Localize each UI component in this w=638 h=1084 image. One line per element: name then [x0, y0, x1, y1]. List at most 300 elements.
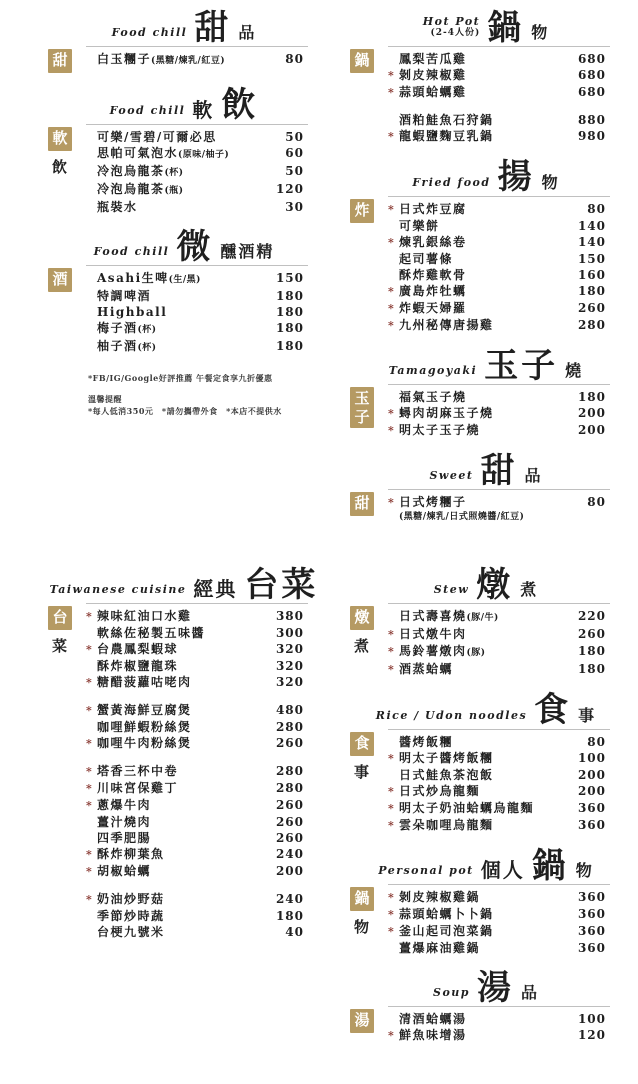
item-name: [399, 923, 566, 939]
item-name-text: 台梗九號米: [97, 925, 165, 940]
section-body: [336, 729, 610, 834]
item-name-text: 日式炸豆腐: [399, 201, 467, 216]
menu-item: [86, 181, 304, 199]
menu-quadrant-bottom-right: [336, 565, 610, 1060]
item-name: [97, 338, 264, 356]
menu-item-row: [86, 320, 304, 338]
section-items: [86, 603, 308, 940]
menu-item: [388, 1027, 606, 1044]
section-title-suffix: 品: [520, 983, 539, 1003]
spicy-star-icon: *: [388, 801, 394, 815]
item-name: [399, 750, 566, 766]
section-body: [34, 124, 308, 215]
section-english-label: Food chill: [109, 103, 186, 117]
item-price: 180: [275, 909, 304, 924]
menu-item: [388, 817, 606, 834]
item-name-text: 明太子奶油蛤蠣烏龍麵: [399, 800, 535, 815]
badge-boxed-char: 甜: [48, 49, 72, 73]
menu-item-row: [388, 817, 606, 834]
badge-boxed-char: 台: [48, 606, 72, 630]
menu-section: [34, 226, 308, 417]
menu-section: [336, 345, 610, 439]
item-name: [399, 783, 566, 799]
item-price: 180: [577, 662, 606, 677]
spicy-star-icon: *: [388, 784, 394, 798]
item-name-text: Highball: [97, 304, 168, 319]
item-price: 360: [577, 890, 606, 905]
menu-item: [86, 702, 304, 719]
spicy-star-icon: *: [388, 628, 394, 642]
menu-item-row: [86, 608, 304, 625]
section-english-label: Hot Pot: [422, 15, 481, 29]
menu-item: [86, 780, 304, 797]
menu-item: [388, 940, 606, 956]
menu-item: [388, 283, 606, 300]
item-price: 260: [275, 815, 304, 830]
item-price: 480: [275, 703, 304, 718]
item-name-text: 酒粕鮭魚石狩鍋: [399, 113, 494, 128]
menu-item-row: [388, 750, 606, 767]
item-name-text: 蒜頭蛤蠣雞: [399, 85, 467, 100]
menu-item: [86, 129, 304, 145]
spicy-star-icon: *: [388, 301, 394, 315]
spicy-star-icon: *: [388, 406, 394, 420]
item-note: (豚): [466, 648, 486, 659]
section-title-suffix: 醺酒精: [220, 241, 275, 261]
section-items: [86, 265, 308, 356]
section-english-label: Taiwanese cuisine: [49, 583, 187, 597]
section-items: [388, 603, 610, 678]
item-price: 140: [577, 234, 606, 249]
menu-item-row: [388, 251, 606, 267]
section-header: [34, 226, 308, 267]
spicy-star-icon: *: [388, 86, 394, 100]
section-header-left: [378, 865, 474, 877]
item-name: [97, 735, 264, 751]
item-note: (瓶): [164, 185, 184, 196]
menu-item: [86, 674, 304, 691]
item-note: (生/黑): [168, 274, 201, 285]
item-name: [399, 234, 566, 250]
item-name: [97, 924, 264, 940]
menu-item: [86, 830, 304, 846]
section-english-label: Stew: [433, 583, 470, 597]
menu-item: [388, 661, 606, 678]
item-name: [399, 389, 566, 405]
item-price: 680: [577, 68, 606, 83]
item-name-text: 糖醋菠蘿咕咾肉: [97, 675, 192, 690]
menu-item: [388, 201, 606, 218]
section-header: [336, 690, 610, 731]
menu-item-row: [388, 940, 606, 956]
item-group: [86, 608, 304, 691]
section-title-big: 甜: [194, 8, 232, 48]
badge-boxed-char: 酒: [48, 268, 72, 292]
menu-item: [86, 735, 304, 752]
section-header: [336, 968, 610, 1009]
item-price: 680: [577, 85, 606, 100]
menu-item-row: [388, 201, 606, 218]
section-header: [336, 157, 610, 198]
section-title-mid: 軟: [192, 97, 215, 122]
badge-boxed-char: 甜: [350, 492, 374, 516]
section-english-label: Sweet: [429, 469, 474, 483]
menu-item-row: [388, 923, 606, 940]
footnote: *FB/IG/Google好評推薦 午餐定食享九折優惠: [88, 372, 273, 383]
item-name: [399, 608, 566, 626]
section-title-suffix: 事: [578, 705, 597, 725]
section-items: [86, 46, 308, 73]
menu-item-row: [86, 163, 304, 181]
item-name: [97, 908, 264, 924]
item-price: 160: [577, 267, 606, 282]
item-group: [388, 201, 606, 334]
section-items: [388, 46, 610, 145]
item-name: [399, 128, 566, 144]
badge-boxed-char: 炸: [350, 199, 374, 223]
item-name: [399, 800, 566, 816]
item-name: [97, 763, 264, 779]
item-note: (杯): [137, 324, 157, 335]
menu-section: [336, 565, 610, 678]
section-title-suffix: 煮: [520, 580, 539, 600]
menu-item-row: [86, 181, 304, 199]
menu-item: [388, 906, 606, 923]
section-items: [86, 124, 308, 215]
item-name: [97, 51, 264, 69]
menu-section: [34, 565, 319, 940]
menu-item-row: [86, 924, 304, 940]
spicy-star-icon: *: [86, 799, 92, 813]
footnote: *每人低消350元 *請勿攜帶外食 *本店不提供水: [88, 405, 282, 416]
item-price: 120: [577, 1028, 606, 1043]
menu-item: [388, 251, 606, 267]
section-badge: [336, 384, 388, 439]
item-name-text: 特調啤酒: [97, 288, 152, 303]
item-name-text: 蒜頭蛤蠣卜卜鍋: [399, 907, 494, 922]
item-group: [388, 1011, 606, 1044]
section-body: [336, 884, 610, 956]
spicy-star-icon: *: [388, 663, 394, 677]
section-title-suffix: 品: [524, 466, 543, 486]
item-name-text: 鳳梨苦瓜雞: [399, 52, 467, 67]
item-name-text: 炸蝦天婦羅: [399, 300, 467, 315]
item-price: 200: [577, 405, 606, 420]
item-name: [97, 199, 264, 215]
item-price: 260: [577, 627, 606, 642]
item-name-text: 薑汁燒肉: [97, 815, 152, 830]
item-name-text: 剝皮辣椒雞: [399, 68, 467, 83]
item-price: 180: [577, 644, 606, 659]
item-name: [399, 112, 566, 128]
badge-boxed-char: 鍋: [350, 49, 374, 73]
item-price: 50: [285, 129, 304, 144]
section-header-left: [376, 710, 527, 722]
item-group: [86, 702, 304, 752]
section-body: [336, 603, 610, 678]
item-name: [399, 626, 566, 642]
item-name-text: 梅子酒: [97, 320, 138, 335]
menu-item: [86, 199, 304, 215]
section-header: [336, 345, 610, 386]
menu-item-row: [388, 661, 606, 678]
item-name: [97, 641, 264, 657]
menu-item-row: [86, 674, 304, 691]
menu-item-row: [86, 338, 304, 356]
item-price: 120: [275, 181, 304, 196]
section-title-big: 甜: [480, 450, 518, 491]
section-title-big: 微: [176, 226, 214, 267]
menu-item: [86, 338, 304, 356]
section-body: [336, 1006, 610, 1044]
item-name-text: 冷泡烏龍茶: [97, 163, 165, 178]
item-name: [97, 702, 264, 718]
menu-item: [388, 1011, 606, 1027]
item-name: [399, 767, 566, 783]
menu-item-row: [388, 112, 606, 128]
item-price: 180: [275, 338, 304, 353]
item-price: 240: [275, 847, 304, 862]
item-price: 280: [275, 720, 304, 735]
section-body: [34, 46, 308, 73]
spicy-star-icon: *: [86, 865, 92, 879]
menu-item-row: [388, 128, 606, 145]
item-name: [399, 661, 566, 677]
item-name-text: 塔香三杯中卷: [97, 764, 179, 779]
section-english-label: Tamagoyaki: [388, 363, 478, 377]
section-body: [336, 489, 610, 523]
item-price: 100: [577, 1012, 606, 1027]
badge-boxed-char: 湯: [350, 1009, 374, 1033]
item-name-text: 酥炸柳葉魚: [97, 847, 165, 862]
menu-item-row: [86, 735, 304, 752]
menu-item-row: [86, 846, 304, 863]
spicy-star-icon: *: [86, 643, 92, 657]
item-price: 140: [577, 218, 606, 233]
menu-item-row: [86, 658, 304, 674]
item-name: [97, 608, 264, 624]
section-body: [34, 265, 308, 356]
spicy-star-icon: *: [388, 891, 394, 905]
item-group: [86, 763, 304, 880]
item-name: [97, 270, 264, 288]
section-title-big: 湯: [476, 968, 514, 1009]
item-price: 380: [275, 609, 304, 624]
menu-item: [388, 234, 606, 251]
section-header-left: [434, 584, 470, 596]
section-header-left: [433, 987, 470, 999]
item-price: 200: [577, 767, 606, 782]
menu-item: [86, 891, 304, 908]
item-price: 60: [285, 145, 304, 160]
item-note: (黑糖/煉乳/紅豆): [151, 56, 226, 67]
item-name: [97, 304, 264, 320]
spicy-star-icon: *: [86, 893, 92, 907]
badge-boxed-char: 食: [350, 732, 374, 756]
item-name-text: 蔥爆牛肉: [97, 798, 152, 813]
menu-item: [86, 797, 304, 814]
section-badge: [34, 124, 86, 215]
menu-item: [86, 846, 304, 863]
menu-item-row: [388, 67, 606, 84]
menu-item: [388, 267, 606, 283]
item-group: [86, 129, 304, 215]
menu-item-row: [388, 405, 606, 422]
item-note: (豚/牛): [466, 613, 499, 624]
item-name-text: 台農鳳梨蝦球: [97, 642, 179, 657]
item-price: 40: [285, 925, 304, 940]
section-badge: [336, 489, 388, 523]
menu-section: [336, 450, 610, 523]
menu-item: [388, 218, 606, 234]
item-group: [388, 112, 606, 145]
section-badge: [34, 603, 86, 940]
item-name: [97, 181, 264, 199]
item-name: [97, 145, 264, 163]
item-name: [97, 814, 264, 830]
spicy-star-icon: *: [86, 737, 92, 751]
menu-item: [86, 641, 304, 658]
menu-item: [388, 494, 606, 523]
menu-item-row: [388, 1027, 606, 1044]
item-name-text: 奶油炒野菇: [97, 892, 165, 907]
section-badge: [34, 265, 86, 356]
menu-item-row: [86, 288, 304, 304]
item-price: 180: [577, 283, 606, 298]
item-name-text: 可樂/雪碧/可爾必思: [97, 129, 217, 144]
spicy-star-icon: *: [388, 818, 394, 832]
section-body: [34, 603, 308, 940]
item-name-text: 釜山起司泡菜鍋: [399, 924, 494, 939]
menu-item: [388, 51, 606, 67]
spicy-star-icon: *: [388, 908, 394, 922]
section-items: [388, 884, 610, 956]
spicy-star-icon: *: [86, 610, 92, 624]
menu-item-row: [388, 300, 606, 317]
section-badge: [336, 884, 388, 956]
item-name-text: 胡椒蛤蠣: [97, 864, 152, 879]
menu-item-row: [388, 626, 606, 643]
item-price: 360: [577, 817, 606, 832]
spicy-star-icon: *: [388, 202, 394, 216]
item-name-text: 九州秘傳唐揚雞: [399, 317, 494, 332]
item-price: 220: [577, 609, 606, 624]
item-price: 320: [275, 675, 304, 690]
menu-item-row: [86, 863, 304, 880]
item-name: [399, 267, 566, 283]
section-items: [388, 196, 610, 334]
item-name: [399, 1027, 566, 1043]
item-price: 320: [275, 659, 304, 674]
item-name-text: 咖哩牛肉粉絲煲: [97, 736, 192, 751]
item-name: [399, 84, 566, 100]
item-name: [97, 674, 264, 690]
item-name-text: 日式鮭魚茶泡飯: [399, 767, 494, 782]
section-english-label: Personal pot: [378, 863, 474, 877]
section-title-big: 飲: [221, 85, 259, 126]
item-name-text: 醬烤飯糰: [399, 734, 454, 749]
section-title-big: 燉: [476, 565, 514, 606]
menu-item-row: [388, 608, 606, 626]
menu-item: [388, 923, 606, 940]
section-body: [336, 384, 610, 439]
item-price: 180: [275, 320, 304, 335]
spicy-star-icon: *: [86, 704, 92, 718]
menu-item-row: [388, 51, 606, 67]
item-group: [388, 51, 606, 101]
item-price: 680: [577, 52, 606, 67]
spicy-star-icon: *: [86, 676, 92, 690]
item-name-text: 季節炒時蔬: [97, 909, 165, 924]
item-name-text: 思帕可氣泡水: [97, 145, 179, 160]
item-name-text: 日式燉牛肉: [399, 627, 467, 642]
item-price: 80: [587, 495, 606, 510]
section-header-left: [429, 470, 473, 482]
spicy-star-icon: *: [388, 1029, 394, 1043]
item-price: 980: [577, 129, 606, 144]
menu-item-row: [86, 908, 304, 924]
menu-item-row: [388, 783, 606, 800]
section-header: [34, 85, 308, 126]
item-name: [399, 317, 566, 333]
section-items: [388, 384, 610, 439]
menu-item: [388, 783, 606, 800]
spicy-star-icon: *: [388, 69, 394, 83]
item-price: 80: [587, 734, 606, 749]
item-name: [399, 889, 566, 905]
menu-item-row: [86, 891, 304, 908]
spicy-star-icon: *: [388, 235, 394, 249]
menu-item: [86, 908, 304, 924]
item-name: [97, 830, 264, 846]
menu-item: [388, 112, 606, 128]
menu-item-row: [388, 389, 606, 405]
section-english-label: Rice / Udon noodles: [375, 708, 528, 722]
item-name-text: 明太子醬烤飯糰: [399, 750, 494, 765]
section-title-big: 鍋: [531, 845, 569, 886]
spicy-star-icon: *: [388, 130, 394, 144]
menu-item: [86, 145, 304, 163]
section-title-big: 玉子: [484, 345, 559, 386]
spicy-star-icon: *: [388, 751, 394, 765]
menu-item: [86, 625, 304, 641]
menu-item: [86, 304, 304, 320]
section-english-label: Fried food: [412, 175, 491, 189]
menu-item-row: [86, 702, 304, 719]
item-price: 200: [275, 864, 304, 879]
section-title-suffix: 物: [575, 861, 594, 881]
spicy-star-icon: *: [388, 496, 394, 510]
item-name-text: 白玉糰子: [97, 52, 152, 67]
item-name: [97, 846, 264, 862]
menu-quadrant-bottom-left: [34, 565, 319, 1060]
section-english-label: Food chill: [93, 244, 170, 258]
section-header-left: [412, 177, 490, 189]
menu-item: [388, 300, 606, 317]
item-group: [388, 734, 606, 834]
section-header-left: [423, 16, 481, 39]
menu-item: [86, 163, 304, 181]
item-name-text: 可樂餅: [399, 218, 440, 233]
spicy-star-icon: *: [388, 925, 394, 939]
menu-item: [86, 814, 304, 830]
section-title-suffix: 物: [531, 23, 550, 43]
item-price: 200: [577, 422, 606, 437]
section-badge: [336, 603, 388, 678]
menu-item-row: [86, 797, 304, 814]
menu-item: [86, 863, 304, 880]
item-price: 150: [577, 251, 606, 266]
